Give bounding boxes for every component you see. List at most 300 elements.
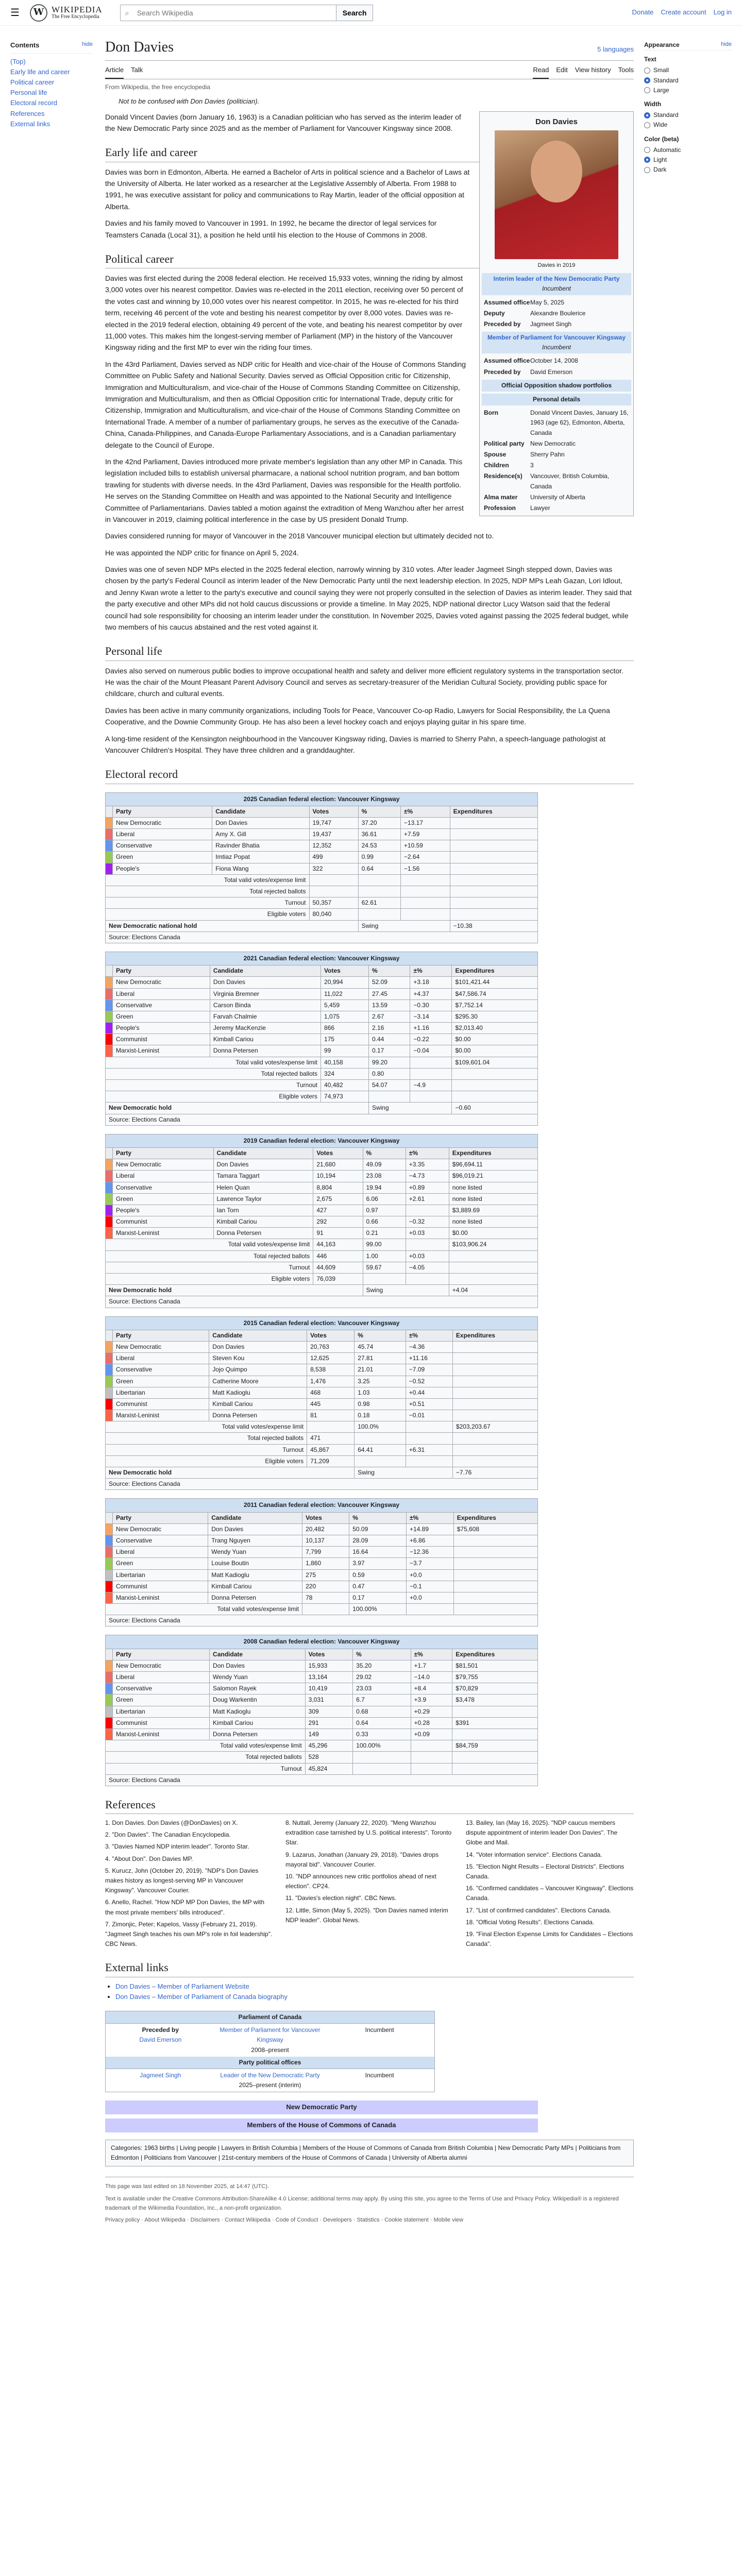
- table-row: [106, 1672, 538, 1683]
- infobox-key: Political party: [484, 439, 525, 447]
- candidate-cell[interactable]: Kimball Cariou: [208, 1581, 302, 1592]
- party-cell[interactable]: Communist: [113, 1034, 210, 1045]
- radio-button[interactable]: [644, 67, 650, 74]
- reference-item[interactable]: 3. "Davies Named NDP interim leader". Toronto Star.: [105, 1843, 249, 1851]
- header-link[interactable]: Log in: [713, 8, 732, 16]
- candidate-cell[interactable]: Amy X. Gill: [212, 829, 309, 840]
- option-label: Light: [653, 156, 667, 163]
- wikipedia-logo[interactable]: [30, 4, 103, 22]
- totals-value: 324: [321, 1068, 369, 1079]
- photo-caption: Davies in 2019: [537, 262, 576, 268]
- expenditure-cell: none listed: [449, 1182, 537, 1193]
- source-cell[interactable]: Source: Elections Canada: [106, 1774, 538, 1786]
- search-input[interactable]: [120, 5, 336, 21]
- party-cell[interactable]: Green: [113, 1694, 210, 1706]
- change-cell: +6.86: [406, 1535, 453, 1546]
- party-color-swatch: [106, 1216, 113, 1228]
- candidate-cell[interactable]: Donna Petersen: [209, 1410, 307, 1421]
- party-cell[interactable]: New Democratic: [113, 1523, 208, 1535]
- totals-value: [400, 874, 450, 886]
- appearance-option[interactable]: [644, 145, 732, 155]
- candidate-cell[interactable]: Jeremy MacKenzie: [210, 1023, 321, 1034]
- candidate-cell[interactable]: Don Davies: [212, 817, 309, 828]
- navbox-band[interactable]: New Democratic Party: [105, 2100, 538, 2114]
- party-cell[interactable]: Marxist-Leninist: [113, 1045, 210, 1057]
- hold-row: [106, 1285, 538, 1296]
- table-header-row: [106, 806, 538, 817]
- infobox-key: Spouse: [484, 450, 507, 458]
- candidate-cell[interactable]: Fiona Wang: [212, 863, 309, 874]
- reference-item[interactable]: 15. "Election Night Results – Electoral Districts". Elections Canada.: [466, 1862, 625, 1880]
- toc-item[interactable]: (Top): [10, 57, 26, 65]
- footer-line: This page was last edited on 18 November 2025, at 14:47 (UTC).: [105, 2183, 269, 2190]
- navbox-band[interactable]: Members of the House of Commons of Canada: [105, 2119, 538, 2132]
- expenditure-cell: $101,421.44: [452, 977, 538, 988]
- candidate-cell[interactable]: Donna Petersen: [213, 1228, 313, 1239]
- table-row: [106, 988, 538, 999]
- party-cell[interactable]: Libertarian: [113, 1706, 210, 1717]
- party-cell[interactable]: Marxist-Leninist: [113, 1410, 209, 1421]
- change-cell: −13.17: [400, 817, 450, 828]
- candidate-cell[interactable]: Carson Binda: [210, 999, 321, 1011]
- party-color-swatch: [106, 1660, 113, 1671]
- expenditure-cell: $96,019.21: [449, 1171, 537, 1182]
- menu-icon[interactable]: ☰: [10, 7, 20, 19]
- categories[interactable]: Categories: 1963 births | Living people | Lawyers in British Columbia | Members of the House of Commons of Canada from British Columbia | New Democratic Party MPs | Politicians from Edmonton | Politicians from Vancouver | 21st-century members of the House of Commons of Canada | University of Alberta alumni: [105, 2140, 634, 2166]
- party-color-swatch: [106, 1193, 113, 1205]
- totals-row: [106, 1068, 538, 1079]
- candidate-cell[interactable]: Ian Torn: [213, 1205, 313, 1216]
- reference-item[interactable]: 4. "About Don". Don Davies MP.: [105, 1855, 193, 1862]
- party-cell[interactable]: Green: [113, 852, 212, 863]
- totals-row: [106, 886, 538, 897]
- header-link[interactable]: Donate: [632, 8, 654, 16]
- table-row: [106, 1398, 538, 1410]
- party-cell[interactable]: Liberal: [113, 1547, 208, 1558]
- party-color-swatch: [106, 1717, 113, 1728]
- electoral-heading: Electoral record: [105, 765, 634, 784]
- votes-cell: 2,675: [313, 1193, 363, 1205]
- radio-button[interactable]: [644, 147, 650, 153]
- reference-item[interactable]: 14. "Voter information service". Elections Canada.: [466, 1851, 602, 1858]
- radio-button[interactable]: [644, 77, 650, 83]
- hold-label: New Democratic hold: [106, 1285, 363, 1296]
- candidate-cell[interactable]: Louise Boutin: [208, 1558, 302, 1569]
- party-color-swatch: [106, 1011, 113, 1022]
- totals-row: [106, 1262, 538, 1273]
- candidate-cell[interactable]: Don Davies: [208, 1523, 302, 1535]
- infobox-key: Alma mater: [484, 493, 518, 501]
- candidate-cell[interactable]: Steven Kou: [209, 1353, 307, 1364]
- party-cell[interactable]: Green: [113, 1558, 208, 1569]
- appearance-option[interactable]: [644, 165, 732, 175]
- candidate-cell[interactable]: Trang Nguyen: [208, 1535, 302, 1546]
- totals-value: [452, 1433, 537, 1444]
- party-cell[interactable]: Conservative: [113, 1683, 210, 1694]
- candidate-cell[interactable]: Helen Quan: [213, 1182, 313, 1193]
- totals-label: Total valid votes/expense limit: [106, 1239, 313, 1250]
- reference-item[interactable]: 6. Anello, Rachel. "How NDP MP Don Davies, the MP with the most private members' bills introduced".: [105, 1899, 265, 1916]
- search-button[interactable]: Search: [336, 5, 374, 21]
- totals-value: [406, 1239, 449, 1250]
- totals-value: [358, 909, 400, 920]
- party-color-swatch: [106, 999, 113, 1011]
- percent-cell: 0.99: [358, 852, 400, 863]
- table-header-row: [106, 1512, 538, 1523]
- shadow-portfolios-band[interactable]: Official Opposition shadow portfolios: [482, 380, 631, 392]
- infobox-row: [482, 355, 631, 366]
- tab-read[interactable]: Read: [533, 63, 549, 79]
- toc-item[interactable]: Political career: [10, 78, 55, 87]
- portrait-photo[interactable]: [495, 130, 618, 259]
- candidate-cell[interactable]: Jojo Quimpo: [209, 1364, 307, 1376]
- candidate-cell[interactable]: Don Davies: [213, 1159, 313, 1171]
- source-cell[interactable]: Source: Elections Canada: [106, 1479, 538, 1490]
- party-color-swatch: [106, 829, 113, 840]
- candidate-cell[interactable]: Don Davies: [210, 977, 321, 988]
- totals-value: [410, 1057, 452, 1068]
- candidate-cell[interactable]: Wendy Yuan: [210, 1672, 306, 1683]
- expenditure-cell: $96,694.11: [449, 1159, 537, 1171]
- candidate-cell[interactable]: Imtiaz Popat: [212, 852, 309, 863]
- reference-item[interactable]: 7. Zimonjic, Peter; Kapelos, Vassy (February 21, 2019). "Jagmeet Singh teaches his own MP's role in foil leadership". CBC News.: [105, 1920, 273, 1948]
- totals-value: +6.31: [406, 1444, 452, 1455]
- totals-value: [452, 1763, 538, 1774]
- infobox-value: University of Alberta: [530, 493, 585, 501]
- reference-item[interactable]: 9. Lazarus, Jonathan (January 29, 2018). "Davies drops mayoral bid". Vancouver Courier.: [285, 1851, 439, 1868]
- party-cell[interactable]: Conservative: [113, 1535, 208, 1546]
- toc-hide-button[interactable]: hide: [82, 41, 93, 47]
- hold-label: New Democratic national hold: [106, 920, 359, 931]
- party-cell[interactable]: People's: [113, 863, 212, 874]
- search-form: [120, 5, 374, 21]
- reference-item[interactable]: 10. "NDP announces new critic portfolios ahead of next election". CP24.: [285, 1873, 436, 1890]
- totals-label: Turnout: [106, 897, 310, 909]
- totals-value: 446: [313, 1250, 363, 1262]
- party-cell[interactable]: People's: [113, 1205, 214, 1216]
- source-cell[interactable]: Source: Elections Canada: [106, 1114, 538, 1125]
- table-row: [106, 1216, 538, 1228]
- expenditure-cell: $7,752.14: [452, 999, 538, 1011]
- party-color-swatch: [106, 1228, 113, 1239]
- votes-cell: 175: [321, 1034, 369, 1045]
- totals-value: 54.07: [368, 1080, 410, 1091]
- party-cell[interactable]: Liberal: [113, 988, 210, 999]
- party-cell[interactable]: People's: [113, 1023, 210, 1034]
- totals-label: Total valid votes/expense limit: [106, 1604, 302, 1615]
- table-row: [106, 1023, 538, 1034]
- table-of-contents: [10, 26, 93, 2233]
- party-cell[interactable]: Communist: [113, 1581, 208, 1592]
- expenditure-cell: $79,755: [452, 1672, 538, 1683]
- percent-cell: 37.20: [358, 817, 400, 828]
- party-cell[interactable]: Liberal: [113, 1672, 210, 1683]
- party-cell[interactable]: Libertarian: [113, 1569, 208, 1581]
- party-cell[interactable]: New Democratic: [113, 1159, 214, 1171]
- totals-label: Eligible voters: [106, 1091, 321, 1103]
- toc-item[interactable]: Electoral record: [10, 99, 58, 107]
- party-color-swatch: [106, 1023, 113, 1034]
- appearance-option[interactable]: [644, 65, 732, 75]
- expenditure-cell: [452, 1410, 537, 1421]
- candidate-cell[interactable]: Don Davies: [210, 1660, 306, 1671]
- infobox-row: [482, 471, 631, 492]
- tab-article[interactable]: Article: [105, 63, 124, 79]
- swing-value: +4.04: [449, 1285, 537, 1296]
- table-row: [106, 1706, 538, 1717]
- party-cell[interactable]: Liberal: [113, 1353, 209, 1364]
- expenditure-cell: [452, 1364, 537, 1376]
- toc-item[interactable]: References: [10, 109, 45, 117]
- votes-cell: 81: [307, 1410, 355, 1421]
- party-color-swatch: [106, 1387, 113, 1398]
- candidate-cell[interactable]: Ravinder Bhatia: [212, 840, 309, 852]
- totals-row: [106, 1444, 538, 1455]
- candidate-cell[interactable]: Don Davies: [209, 1341, 307, 1352]
- external-link-item: [115, 1981, 634, 1992]
- toc-item[interactable]: External links: [10, 120, 50, 128]
- party-cell[interactable]: Conservative: [113, 1364, 209, 1376]
- party-color-swatch: [106, 1182, 113, 1193]
- swing-label: Swing: [355, 1467, 453, 1479]
- candidate-cell[interactable]: Kimball Cariou: [213, 1216, 313, 1228]
- source-cell[interactable]: Source: Elections Canada: [106, 1296, 538, 1308]
- totals-value: +0.03: [406, 1250, 449, 1262]
- party-color-swatch: [106, 1558, 113, 1569]
- party-cell[interactable]: Green: [113, 1193, 214, 1205]
- totals-label: Total valid votes/expense limit: [106, 1740, 306, 1752]
- percent-cell: 3.25: [355, 1376, 406, 1387]
- infobox-key: Residence(s): [484, 472, 522, 480]
- candidate-cell[interactable]: Doug Warkentin: [210, 1694, 306, 1706]
- candidate-cell[interactable]: Lawrence Taylor: [213, 1193, 313, 1205]
- percent-cell: 23.03: [353, 1683, 411, 1694]
- party-cell[interactable]: Liberal: [113, 829, 212, 840]
- party-cell[interactable]: Green: [113, 1011, 210, 1022]
- change-cell: +0.03: [406, 1228, 449, 1239]
- change-cell: +10.59: [400, 840, 450, 852]
- toc-item[interactable]: Personal life: [10, 89, 47, 97]
- totals-value: $84,759: [452, 1740, 538, 1752]
- references-heading: References: [105, 1795, 634, 1814]
- candidate-cell[interactable]: Virginia Bremner: [210, 988, 321, 999]
- reference-item[interactable]: 2. "Don Davies". The Canadian Encyclopedia.: [105, 1831, 231, 1839]
- infobox-value: Donald Vincent Davies, January 16, 1963 (age 62), Edmonton, Alberta, Canada: [530, 409, 629, 436]
- radio-button[interactable]: [644, 112, 650, 118]
- footer-line: Text is available under the Creative Commons Attribution-ShareAlike 4.0 License; additional terms may apply. By using this site, you agree to the Terms of Use and Privacy Policy. Wikipedia® is a registered trademark of the Wikimedia Foundation, Inc., a non-profit organization.: [105, 2195, 619, 2211]
- totals-value: 45,824: [305, 1763, 353, 1774]
- totals-row: [106, 1239, 538, 1250]
- party-color-swatch: [106, 863, 113, 874]
- header-cell: [106, 1512, 113, 1523]
- candidate-cell[interactable]: Donna Petersen: [210, 1728, 306, 1740]
- lead-paragraph: Donald Vincent Davies (born January 16, 1963) is a Canadian politician who has served as the interim leader of the New Democratic Party since 2025 and as the member of Parliament for Vancouver Kingsway since 2008.: [105, 112, 461, 132]
- reference-item[interactable]: 12. Little, Simon (May 5, 2025). "Don Davies named interim NDP leader". Global News.: [285, 1906, 448, 1924]
- percent-cell: 16.64: [349, 1547, 407, 1558]
- source-row: [106, 1479, 538, 1490]
- table-row: [106, 1376, 538, 1387]
- radio-button[interactable]: [644, 157, 650, 163]
- source-cell[interactable]: Source: Elections Canada: [106, 931, 538, 943]
- candidate-cell[interactable]: Donna Petersen: [210, 1045, 321, 1057]
- totals-label: Eligible voters: [106, 1455, 307, 1467]
- party-cell[interactable]: Conservative: [113, 999, 210, 1011]
- party-cell[interactable]: New Democratic: [113, 1341, 209, 1352]
- candidate-cell[interactable]: Salomon Rayek: [210, 1683, 306, 1694]
- radio-button[interactable]: [644, 122, 650, 128]
- table-row: [106, 1694, 538, 1706]
- party-cell[interactable]: New Democratic: [113, 1660, 210, 1671]
- infobox-value: Vancouver, British Columbia, Canada: [530, 472, 610, 490]
- votes-cell: 1,860: [302, 1558, 349, 1569]
- votes-cell: 10,419: [305, 1683, 353, 1694]
- search-icon: ⌕: [125, 8, 129, 17]
- candidate-cell[interactable]: Matt Kadioglu: [208, 1569, 302, 1581]
- totals-value: 76,039: [313, 1274, 363, 1285]
- appearance-option[interactable]: [644, 120, 732, 130]
- tab-talk[interactable]: Talk: [131, 65, 143, 74]
- reference-item[interactable]: 16. "Confirmed candidates – Vancouver Kingsway". Elections Canada.: [466, 1885, 634, 1902]
- external-link[interactable]: Don Davies – Member of Parliament Website: [115, 1982, 249, 1990]
- tab-edit[interactable]: Edit: [556, 65, 568, 74]
- radio-button[interactable]: [644, 87, 650, 93]
- party-color-swatch: [106, 817, 113, 828]
- party-color-swatch: [106, 977, 113, 988]
- party-cell[interactable]: Libertarian: [113, 1387, 209, 1398]
- infobox-value: May 5, 2025: [530, 298, 565, 306]
- infobox-row: [482, 503, 631, 514]
- language-selector[interactable]: 5 languages: [597, 45, 634, 53]
- table-row: [106, 817, 538, 828]
- table-header-row: [106, 1147, 538, 1159]
- reference-item[interactable]: 19. "Final Election Expense Limits for Candidates – Elections Canada".: [466, 1930, 633, 1948]
- candidate-cell[interactable]: Catherine Moore: [209, 1376, 307, 1387]
- site-sub: From Wikipedia, the free encyclopedia: [105, 83, 211, 91]
- header-cell: %: [355, 1330, 406, 1341]
- candidate-cell[interactable]: Kimball Cariou: [210, 1717, 306, 1728]
- reference-item[interactable]: 18. "Official Voting Results". Elections Canada.: [466, 1918, 595, 1926]
- table-header-row: [106, 1330, 538, 1341]
- reference-item[interactable]: 1. Don Davies. Don Davies (@DonDavies) on X.: [105, 1819, 238, 1827]
- totals-value: 45,867: [307, 1444, 355, 1455]
- expenditure-cell: none listed: [449, 1216, 537, 1228]
- party-cell[interactable]: Communist: [113, 1216, 214, 1228]
- header-cell: ±%: [400, 806, 450, 817]
- party-cell[interactable]: Conservative: [113, 1182, 214, 1193]
- expenditure-cell: [450, 829, 537, 840]
- percent-cell: 24.53: [358, 840, 400, 852]
- table-row: [106, 1581, 538, 1592]
- swing-value: −0.60: [452, 1103, 538, 1114]
- totals-row: [106, 1604, 538, 1615]
- totals-value: 471: [307, 1433, 355, 1444]
- candidate-cell[interactable]: Matt Kadioglu: [209, 1387, 307, 1398]
- votes-cell: 149: [305, 1728, 353, 1740]
- totals-row: [106, 1752, 538, 1763]
- candidate-cell[interactable]: Kimball Cariou: [210, 1034, 321, 1045]
- appearance-option[interactable]: [644, 110, 732, 120]
- section-heading: Political career: [105, 250, 634, 268]
- paragraph: Davies also served on numerous public bodies to improve occupational health and safety and deliver more efficient regulatory systems in the transportation sector. He was the chair of the Mount Pleasant Parent Advisory Council and serves as secretary-treasurer of the Meridian Cultural Society, providing public space for childcare, church and cultural events.: [105, 666, 623, 698]
- party-color-swatch: [106, 1398, 113, 1410]
- page-footer: [105, 2177, 634, 2233]
- toc-item[interactable]: Early life and career: [10, 67, 70, 76]
- party-cell[interactable]: Marxist-Leninist: [113, 1228, 214, 1239]
- totals-row: [106, 1763, 538, 1774]
- party-cell[interactable]: Communist: [113, 1398, 209, 1410]
- reference-item[interactable]: 17. "List of confirmed candidates". Elections Canada.: [466, 1906, 612, 1914]
- table-row: [106, 1717, 538, 1728]
- reference-item[interactable]: 5. Kurucz, John (October 20, 2019). "NDP's Don Davies makes history as longest-serving MP in Vancouver Kingsway". Vancouver Courier.: [105, 1867, 259, 1894]
- footer-line: Privacy policy · About Wikipedia · Disclaimers · Contact Wikipedia · Code of Conduct · Developers · Statistics · Cookie statement · Mobile view: [105, 2217, 464, 2224]
- appearance-option[interactable]: [644, 155, 732, 165]
- tab-tools[interactable]: Tools: [618, 65, 634, 74]
- tab-view-history[interactable]: View history: [575, 65, 611, 74]
- appearance-option[interactable]: [644, 86, 732, 95]
- candidate-cell[interactable]: Wendy Yuan: [208, 1547, 302, 1558]
- candidate-cell[interactable]: Donna Petersen: [208, 1592, 302, 1603]
- party-cell[interactable]: New Democratic: [113, 817, 212, 828]
- candidate-cell[interactable]: Matt Kadioglu: [210, 1706, 306, 1717]
- reference-item[interactable]: 8. Nuttall, Jeremy (January 22, 2020). "Meng Wanzhou extradition case tarnished by U.S. political interests". Toronto Star.: [285, 1819, 452, 1846]
- header-cell: [106, 1649, 113, 1660]
- reference-item[interactable]: 11. "Davies's election night". CBC News.: [285, 1894, 397, 1902]
- party-cell[interactable]: Marxist-Leninist: [113, 1592, 208, 1603]
- table-row: [106, 1535, 538, 1546]
- totals-row: [106, 1433, 538, 1444]
- totals-value: 62.61: [358, 897, 400, 909]
- candidate-cell[interactable]: Kimball Cariou: [209, 1398, 307, 1410]
- votes-cell: 275: [302, 1569, 349, 1581]
- totals-value: −4.05: [406, 1262, 449, 1273]
- reference-item[interactable]: 13. Bailey, Ian (May 16, 2025). "NDP caucus members dispute appointment of interim leader Don Davies". The Globe and Mail.: [466, 1819, 618, 1846]
- header-cell: [106, 965, 113, 977]
- votes-cell: 15,933: [305, 1660, 353, 1671]
- table-row: [106, 1387, 538, 1398]
- percent-cell: 35.20: [353, 1660, 411, 1671]
- header-cell: [106, 1147, 113, 1159]
- candidate-cell[interactable]: Tamara Taggart: [213, 1171, 313, 1182]
- header-cell: Party: [113, 806, 212, 817]
- party-cell[interactable]: Marxist-Leninist: [113, 1728, 210, 1740]
- header-link[interactable]: Create account: [661, 8, 706, 16]
- votes-cell: 91: [313, 1228, 363, 1239]
- appearance-option[interactable]: [644, 76, 732, 86]
- party-cell[interactable]: Green: [113, 1376, 209, 1387]
- radio-button[interactable]: [644, 167, 650, 173]
- party-cell[interactable]: Conservative: [113, 840, 212, 852]
- party-cell[interactable]: Liberal: [113, 1171, 214, 1182]
- candidate-cell[interactable]: Farvah Chalmie: [210, 1011, 321, 1022]
- election-caption: 2021 Canadian federal election: Vancouver Kingsway: [105, 952, 538, 965]
- totals-value: $203,203.67: [452, 1421, 537, 1433]
- percent-cell: 1.03: [355, 1387, 406, 1398]
- votes-cell: 8,804: [313, 1182, 363, 1193]
- succession-box: Parliament of Canada Preceded by David Emerson Member of Parliament for Vancouver Kingsway 2008–present Incumbent Party political offices Jagmeet Singh Leader of the New Democratic Party 2025–present (interim) Incumbent: [105, 2011, 435, 2092]
- party-cell[interactable]: Communist: [113, 1717, 210, 1728]
- party-cell[interactable]: New Democratic: [113, 977, 210, 988]
- source-cell[interactable]: Source: Elections Canada: [106, 1615, 538, 1626]
- header-cell: %: [353, 1649, 411, 1660]
- totals-label: Turnout: [106, 1763, 306, 1774]
- external-link[interactable]: Don Davies – Member of Parliament of Canada biography: [115, 1993, 288, 2001]
- infobox-key: Assumed office: [484, 298, 530, 306]
- party-color-swatch: [106, 1159, 113, 1171]
- appearance-hide-button[interactable]: hide: [721, 41, 732, 47]
- percent-cell: 6.06: [363, 1193, 406, 1205]
- hold-label: New Democratic hold: [106, 1103, 369, 1114]
- expenditure-cell: $3,478: [452, 1694, 538, 1706]
